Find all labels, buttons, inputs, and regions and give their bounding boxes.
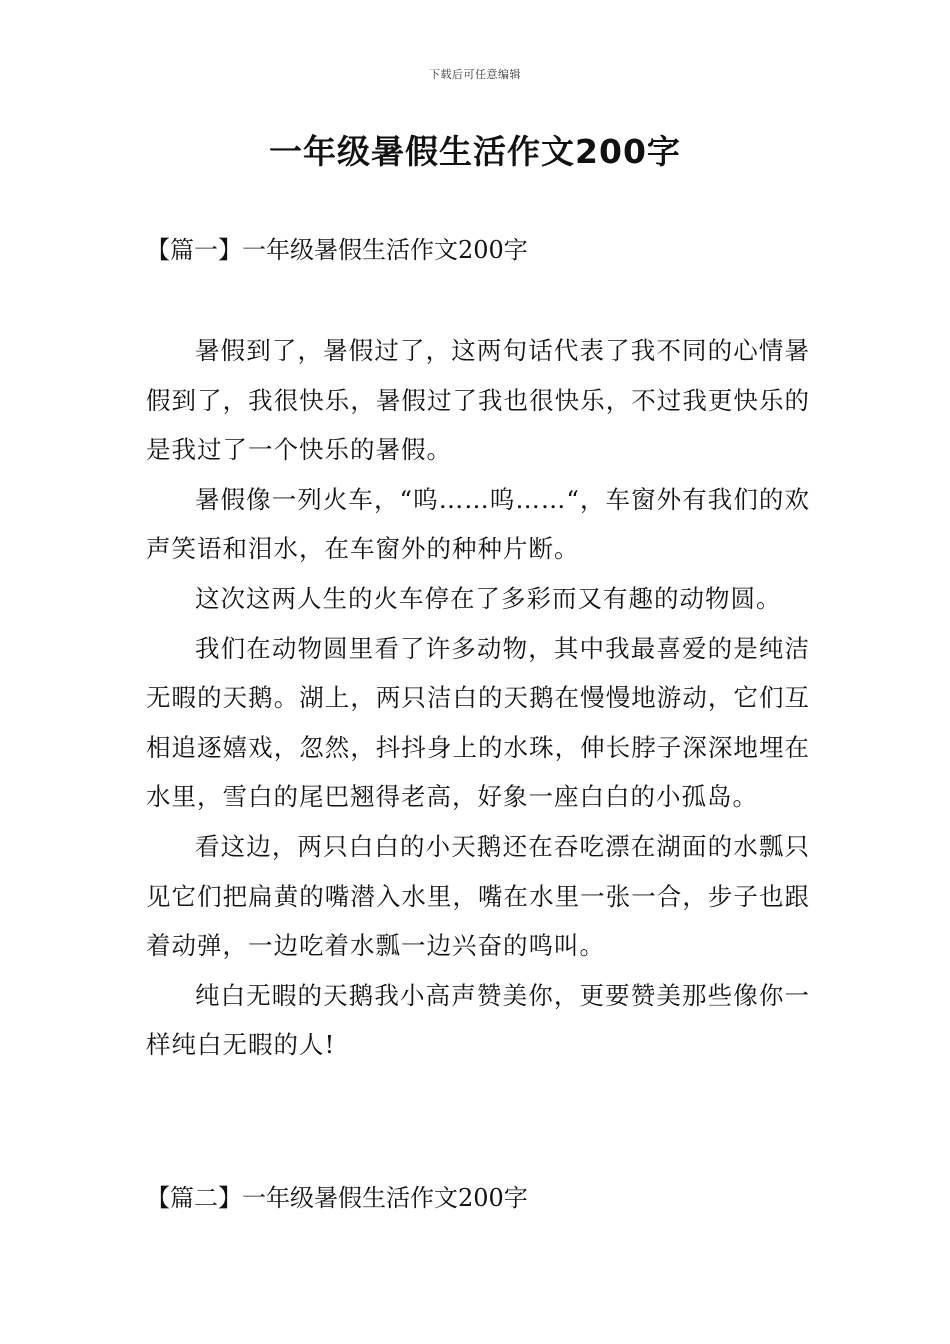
paragraph-5: 看这边，两只白白的小天鹅还在吞吃漂在湖面的水瓢只见它们把扁黄的嘴潜入水里，嘴在水里一张一合，步子也跟着动弹，一边吃着水瓢一边兴奋的鸣叫。	[146, 831, 810, 961]
paragraph-4: 我们在动物圆里看了许多动物，其中我最喜爱的是纯洁无暇的天鹅。湖上，两只洁白的天鹅在慢慢地游动，它们互相追逐嬉戏，忽然，抖抖身上的水珠，伸长脖子深深地埋在水里，雪白的尾巴翘得老高，好象一座白白的小孤岛。	[146, 633, 810, 812]
section-heading-1: 【篇一】一年级暑假生活作文200字	[146, 236, 528, 264]
page-title: 一年级暑假生活作文200字	[269, 132, 681, 171]
paragraph-3: 这次这两人生的火车停在了多彩而又有趣的动物圆。	[195, 583, 782, 613]
paragraph-2: 暑假像一列火车，“呜……呜……“，车窗外有我们的欢声笑语和泪水，在车窗外的种种片断。	[146, 484, 810, 564]
paragraph-6: 纯白无暇的天鹅我小高声赞美你，更要赞美那些像你一样纯白无暇的人!	[146, 980, 810, 1060]
header-note: 下载后可任意编辑	[429, 68, 521, 81]
section-heading-2: 【篇二】一年级暑假生活作文200字	[146, 1184, 528, 1212]
paragraph-1: 暑假到了，暑假过了，这两句话代表了我不同的心情暑假到了，我很快乐，暑假过了我也很快乐，不过我更快乐的是我过了一个快乐的暑假。	[146, 336, 810, 465]
section-1-body	[146, 326, 810, 1070]
